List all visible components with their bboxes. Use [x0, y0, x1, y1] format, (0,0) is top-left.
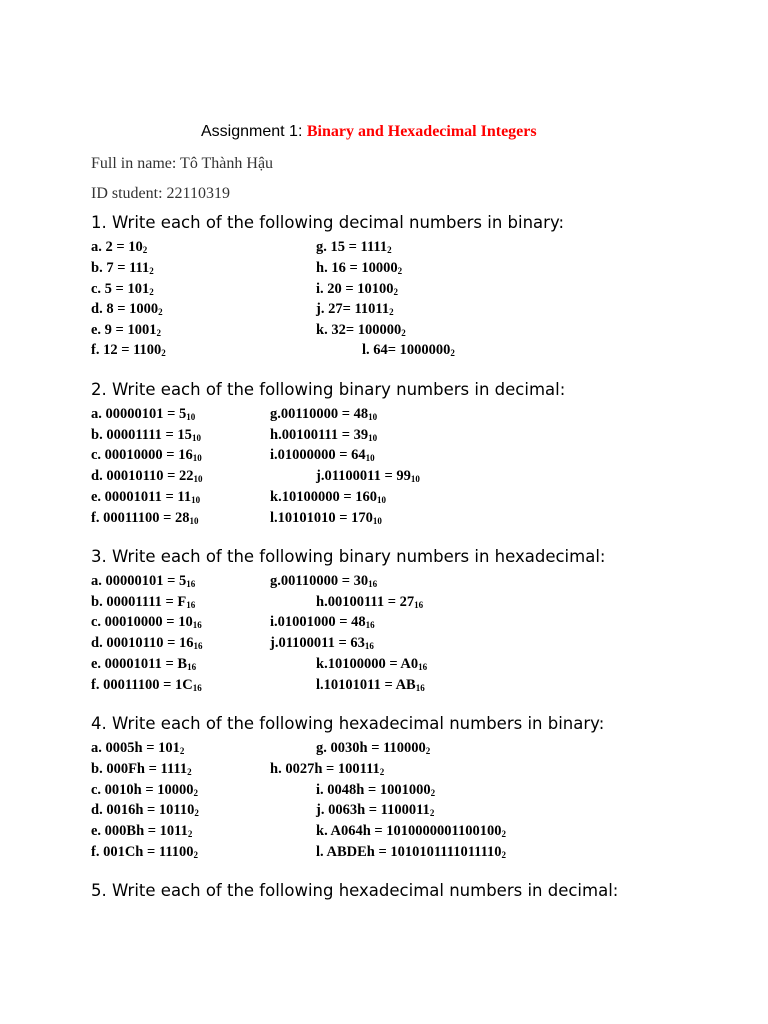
answer-text: a. 2 = 10: [91, 239, 143, 255]
section-heading: 1. Write each of the following decimal numbers in binary:: [91, 213, 565, 232]
answer-line: [316, 468, 420, 485]
answer-text: f. 00011100 = 1C: [91, 677, 193, 693]
base-subscript: 2: [193, 850, 199, 860]
answer-line: [91, 573, 195, 590]
answer-text: b. 00001111 = F: [91, 594, 187, 610]
answer-text: e. 9 = 1001: [91, 322, 157, 338]
base-subscript: 10: [365, 453, 375, 463]
answer-line: [91, 782, 198, 799]
answer-line: [91, 468, 203, 485]
answer-text: h.00100111 = 27: [316, 594, 415, 610]
answer-text: j.01100011 = 63: [270, 635, 365, 651]
answer-text: f. 001Ch = 11100: [91, 844, 194, 860]
answer-line: [91, 489, 200, 506]
answer-line: [270, 635, 374, 652]
answer-line: [91, 635, 203, 652]
answer-text: g.00110000 = 30: [270, 573, 369, 589]
answer-text: d. 8 = 1000: [91, 301, 159, 317]
answer-text: i. 20 = 10100: [316, 281, 394, 297]
answer-line: [91, 677, 202, 694]
answer-line: [270, 761, 384, 778]
base-subscript: 16: [193, 641, 203, 651]
base-subscript: 10: [372, 516, 382, 526]
base-subscript: 2: [450, 348, 455, 358]
answer-text: k. 32= 100000: [316, 322, 402, 338]
answer-line: [91, 406, 195, 423]
answer-line: [270, 573, 377, 590]
answer-text: b. 000Fh = 1111: [91, 761, 188, 777]
base-subscript: 2: [161, 348, 166, 358]
answer-line: [316, 260, 402, 277]
answer-line: [316, 740, 430, 757]
base-subscript: 10: [186, 412, 196, 422]
answer-text: j. 27= 11011: [316, 301, 390, 317]
base-subscript: 2: [187, 767, 192, 777]
answer-text: c. 00010000 = 16: [91, 447, 193, 463]
base-subscript: 2: [187, 829, 193, 839]
answer-text: c. 5 = 101: [91, 281, 150, 297]
base-subscript: 2: [425, 746, 431, 756]
answer-line: [270, 447, 375, 464]
answer-line: [91, 802, 199, 819]
base-subscript: 2: [429, 808, 435, 818]
base-subscript: 10: [368, 433, 378, 443]
base-subscript: 16: [186, 579, 196, 589]
answer-line: [91, 427, 201, 444]
student-id: ID student: 22110319: [91, 185, 230, 202]
answer-line: [316, 802, 434, 819]
answer-text: k.10100000 = 160: [270, 489, 377, 505]
base-subscript: 16: [364, 641, 374, 651]
base-subscript: 10: [193, 474, 203, 484]
answer-line: [91, 239, 147, 256]
base-subscript: 16: [192, 683, 202, 693]
answer-line: [91, 761, 192, 778]
answer-text: l. 64= 1000000: [362, 342, 451, 358]
answer-text: e. 00001011 = 11: [91, 489, 192, 505]
base-subscript: 16: [414, 600, 424, 610]
base-subscript: 10: [376, 495, 386, 505]
answer-text: a. 0005h = 101: [91, 740, 180, 756]
base-subscript: 10: [368, 412, 378, 422]
answer-line: [316, 322, 406, 339]
answer-line: [91, 342, 166, 359]
answer-line: [91, 844, 198, 861]
base-subscript: 2: [194, 808, 199, 818]
answer-line: [91, 614, 202, 631]
base-subscript: 2: [379, 767, 385, 777]
answer-text: a. 00000101 = 5: [91, 406, 187, 422]
answer-line: [270, 427, 377, 444]
section-heading: 3. Write each of the following binary numbers in hexadecimal:: [91, 547, 606, 566]
base-subscript: 2: [193, 788, 199, 798]
answer-line: [270, 614, 375, 631]
answer-text: h. 0027h = 100111: [270, 761, 380, 777]
answer-line: [270, 510, 382, 527]
answer-line: [91, 594, 195, 611]
base-subscript: 16: [186, 600, 196, 610]
answer-text: e. 000Bh = 1011: [91, 823, 188, 839]
answer-line: [91, 447, 202, 464]
answer-text: a. 00000101 = 5: [91, 573, 187, 589]
answer-text: d. 00010110 = 16: [91, 635, 194, 651]
base-subscript: 16: [415, 683, 425, 693]
answer-text: g. 0030h = 110000: [316, 740, 426, 756]
base-subscript: 2: [158, 307, 163, 317]
answer-text: g.00110000 = 48: [270, 406, 369, 422]
base-subscript: 16: [368, 579, 378, 589]
answer-line: [270, 406, 377, 423]
answer-line: [316, 782, 435, 799]
base-subscript: 10: [191, 433, 201, 443]
answer-line: [316, 677, 425, 694]
base-subscript: 2: [149, 266, 154, 276]
answer-text: h.00100111 = 39: [270, 427, 369, 443]
answer-text: c. 00010000 = 10: [91, 614, 193, 630]
answer-line: [316, 656, 427, 673]
base-subscript: 2: [149, 287, 154, 297]
base-subscript: 2: [156, 328, 161, 338]
answer-line: [91, 510, 199, 527]
answer-text: i. 0048h = 1001000: [316, 782, 431, 798]
base-subscript: 2: [501, 829, 507, 839]
answer-line: [91, 322, 161, 339]
answer-line: [91, 281, 154, 298]
answer-line: [91, 301, 163, 318]
answer-line: [362, 342, 455, 359]
answer-text: l.10101011 = AB: [316, 677, 416, 693]
base-subscript: 2: [397, 266, 403, 276]
base-subscript: 2: [142, 245, 148, 255]
answer-line: [316, 281, 398, 298]
answer-line: [316, 844, 506, 861]
answer-line: [316, 594, 423, 611]
answer-text: k. A064h = 1010000001100100: [316, 823, 502, 839]
base-subscript: 2: [387, 245, 392, 255]
answer-text: d. 00010110 = 22: [91, 468, 194, 484]
assignment-title: [201, 123, 537, 141]
answer-text: b. 00001111 = 15: [91, 427, 192, 443]
answer-text: i.01000000 = 64: [270, 447, 366, 463]
answer-line: [316, 301, 394, 318]
base-subscript: 16: [365, 620, 375, 630]
answer-text: h. 16 = 10000: [316, 260, 398, 276]
answer-text: i.01001000 = 48: [270, 614, 366, 630]
student-name: Full in name: Tô Thành Hậu: [91, 155, 274, 172]
base-subscript: 10: [191, 495, 201, 505]
answer-text: d. 0016h = 10110: [91, 802, 195, 818]
answer-line: [316, 239, 392, 256]
answer-line: [270, 489, 386, 506]
answer-text: g. 15 = 1111: [316, 239, 388, 255]
base-subscript: 16: [187, 662, 197, 672]
answer-line: [91, 740, 184, 757]
base-subscript: 2: [389, 307, 394, 317]
answer-line: [316, 823, 506, 840]
answer-text: f. 12 = 1100: [91, 342, 162, 358]
answer-text: j. 0063h = 1100011: [316, 802, 430, 818]
base-subscript: 10: [189, 516, 199, 526]
answer-text: b. 7 = 111: [91, 260, 150, 276]
base-subscript: 10: [410, 474, 420, 484]
title-topic: Binary and Hexadecimal Integers: [306, 123, 537, 140]
answer-line: [91, 656, 196, 673]
base-subscript: 2: [401, 328, 406, 338]
answer-text: j.01100011 = 99: [316, 468, 411, 484]
base-subscript: 2: [179, 746, 185, 756]
title-prefix: Assignment 1:: [201, 123, 303, 140]
section-heading: 4. Write each of the following hexadecimal numbers in binary:: [91, 714, 605, 733]
answer-text: l. ABDEh = 1010101111011110: [316, 844, 502, 860]
base-subscript: 2: [393, 287, 399, 297]
answer-text: f. 00011100 = 28: [91, 510, 190, 526]
answer-line: [91, 823, 192, 840]
base-subscript: 16: [192, 620, 202, 630]
base-subscript: 16: [418, 662, 428, 672]
base-subscript: 2: [430, 788, 436, 798]
section-heading: 5. Write each of the following hexadecimal numbers in decimal:: [91, 881, 619, 900]
base-subscript: 10: [192, 453, 202, 463]
answer-text: l.10101010 = 170: [270, 510, 373, 526]
answer-text: k.10100000 = A0: [316, 656, 419, 672]
answer-text: c. 0010h = 10000: [91, 782, 194, 798]
base-subscript: 2: [501, 850, 507, 860]
section-heading: 2. Write each of the following binary numbers in decimal:: [91, 380, 566, 399]
answer-text: e. 00001011 = B: [91, 656, 188, 672]
answer-line: [91, 260, 154, 277]
